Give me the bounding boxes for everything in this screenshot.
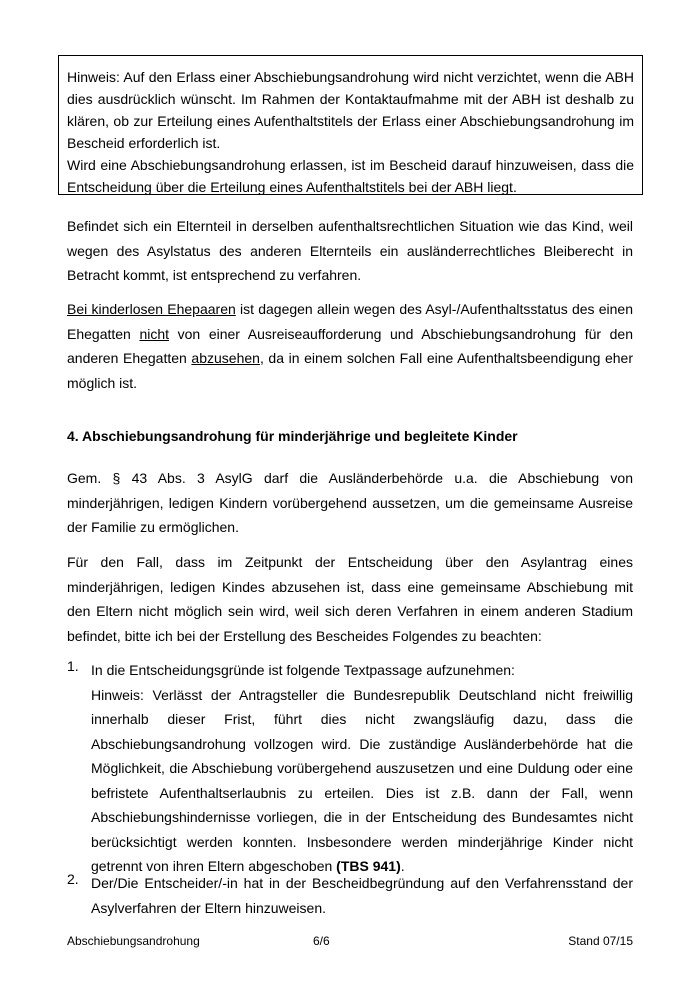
- couples-text-1: ist dagegen allein wegen des Asyl-/Aufenthaltsstatus des einen Ehegatten: [67, 301, 633, 342]
- couples-text-3: , da in einem solchen Fall eine Aufenthaltsbeendigung eher möglich ist.: [67, 350, 633, 391]
- notice-paragraph-1: Hinweis: Auf den Erlass einer Abschiebungsandrohung wird nicht verzichtet, wenn die ABH dies ausdrücklich wünscht. Im Rahmen der Kontaktaufmahme mit der ABH ist deshalb zu klären, ob zur Erteilung eines Aufenthaltstitels der Erlass einer Abschiebungsandrohung im Bescheid erforderlich ist.: [67, 69, 634, 151]
- hint-end: .: [400, 858, 405, 874]
- paragraph-parent: Befindet sich ein Elternteil in derselben aufenthaltsrechtlichen Situation wie das Kind, weil wegen des Asylstatus des anderen Elternteils ein ausländerrechtliches Bleiberecht in Betracht kommt, ist entsprechend zu verfahren.: [67, 218, 633, 283]
- couples-text-2: von einer Ausreiseaufforderung und Abschiebungsandrohung für den anderen Ehegatten: [67, 325, 633, 366]
- paragraph-childless-couples: [67, 297, 633, 395]
- list-number: 2.: [67, 871, 79, 887]
- underlined-nicht: nicht: [139, 325, 170, 342]
- notice-box: [58, 55, 643, 195]
- hint-text: Hinweis: Verlässt der Antragsteller die Bundesrepublik Deutschland nicht freiwillig innerhalb dieser Frist, führt dies nicht zwangsläufig dazu, dass die Abschiebungsandrohung vollzogen wird. Die zuständige Ausländerbehörde hat die Möglichkeit, die Abschiebung vorübergehend auszusetzen und eine Duldung oder eine befristete Aufenthaltserlaubnis zu erteilen. Dies ist z.B. dann der Fall, wenn Abschiebungshindernisse vorliegen, die in der Entscheidung des Bundesamtes nicht berücksichtigt werden konnten. Insbesondere werden minderjährige Kinder nicht getrennt von ihren Eltern abgeschoben: [91, 686, 633, 874]
- list-item-text: [91, 658, 633, 879]
- footer-page-number: 6/6: [313, 934, 330, 948]
- footer-title: Abschiebungsandrohung: [67, 934, 200, 948]
- underlined-abzusehen: abzusehen: [191, 350, 260, 366]
- list-number: 1.: [67, 658, 79, 674]
- tbs-reference: (TBS 941): [336, 858, 401, 874]
- list-item-text: Der/Die Entscheider/-in hat in der Bescheidbegründung auf den Verfahrensstand der Asylverfahren der Eltern hinzuweisen.: [91, 875, 633, 916]
- paragraph-gem-43: Gem. § 43 Abs. 3 AsylG darf die Ausländerbehörde u.a. die Abschiebung von minderjährigen, ledigen Kindern vorübergehend aussetzen, um die gemeinsame Ausreise der Familie zu ermöglichen.: [67, 470, 633, 535]
- paragraph-case: Für den Fall, dass im Zeitpunkt der Entscheidung über den Asylantrag eines minderjährigen, ledigen Kindes abzusehen ist, dass eine gemeinsame Abschiebung mit den Eltern nicht möglich sein wird, weil sich deren Verfahren in einem anderen Stadium befindet, bitte ich bei der Erstellung des Bescheides Folgendes zu beachten:: [67, 554, 633, 644]
- underlined-childless-couples: Bei kinderlosen Ehepaaren: [67, 301, 236, 317]
- list-item-intro: In die Entscheidungsgründe ist folgende Textpassage aufzunehmen:: [91, 662, 515, 678]
- list-item-hint: [91, 683, 633, 879]
- notice-paragraph-2: Wird eine Abschiebungsandrohung erlassen, ist im Bescheid darauf hinzuweisen, dass die Entscheidung über die Erteilung eines Aufenthaltstitels bei der ABH liegt.: [67, 157, 634, 195]
- footer-version: Stand 07/15: [568, 934, 633, 948]
- section-heading: 4. Abschiebungsandrohung für minderjährige und begleitete Kinder: [67, 428, 518, 444]
